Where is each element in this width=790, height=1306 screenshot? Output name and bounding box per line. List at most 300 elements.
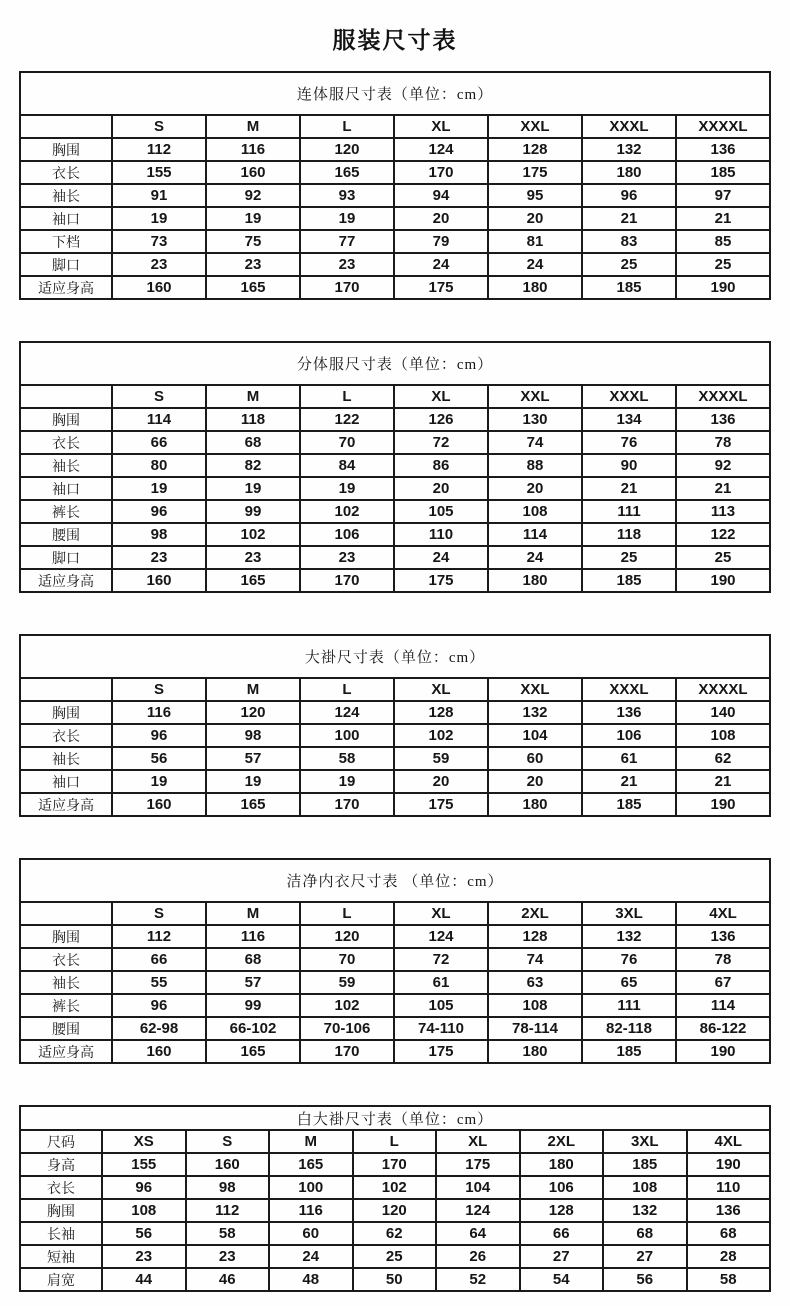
table-cell: 116	[206, 925, 300, 948]
table-title: 大褂尺寸表（单位：cm）	[20, 635, 770, 678]
table-cell: 102	[300, 500, 394, 523]
row-label: 腰围	[20, 523, 112, 546]
table-cell: 79	[394, 230, 488, 253]
table-cell: 136	[687, 1199, 771, 1222]
table-cell: 74-110	[394, 1017, 488, 1040]
table-cell: 112	[112, 138, 206, 161]
table-cell: 19	[300, 207, 394, 230]
row-label: 脚口	[20, 546, 112, 569]
header-row	[20, 115, 770, 138]
table-row	[20, 523, 770, 546]
row-label: 衣长	[20, 724, 112, 747]
table-cell: 108	[676, 724, 770, 747]
column-header: 3XL	[603, 1130, 687, 1153]
table-cell: 113	[676, 500, 770, 523]
table-cell: 190	[687, 1153, 771, 1176]
table-row	[20, 994, 770, 1017]
table-cell: 21	[676, 770, 770, 793]
row-label: 衣长	[20, 1176, 102, 1199]
table-cell: 106	[582, 724, 676, 747]
size-table-gown	[19, 634, 771, 817]
table-cell: 80	[112, 454, 206, 477]
table-cell: 105	[394, 500, 488, 523]
table-cell: 67	[676, 971, 770, 994]
column-header: 3XL	[582, 902, 676, 925]
table-cell: 180	[582, 161, 676, 184]
table-cell: 165	[269, 1153, 353, 1176]
table-cell: 136	[676, 138, 770, 161]
table-cell: 140	[676, 701, 770, 724]
table-cell: 180	[488, 569, 582, 592]
table-row	[20, 161, 770, 184]
row-label: 适应身高	[20, 569, 112, 592]
header-row	[20, 678, 770, 701]
table-cell: 108	[488, 994, 582, 1017]
row-label: 袖口	[20, 770, 112, 793]
row-label: 裤长	[20, 500, 112, 523]
table-row	[20, 1017, 770, 1040]
row-label: 胸围	[20, 925, 112, 948]
table-cell: 56	[112, 747, 206, 770]
table-cell: 19	[206, 770, 300, 793]
table-row	[20, 253, 770, 276]
column-header: XXXXL	[676, 385, 770, 408]
table-cell: 20	[394, 477, 488, 500]
table-row	[20, 770, 770, 793]
table-cell: 98	[186, 1176, 270, 1199]
table-cell: 68	[206, 948, 300, 971]
table-row	[20, 1268, 770, 1291]
table-cell: 66-102	[206, 1017, 300, 1040]
table-cell: 185	[582, 276, 676, 299]
column-header: XL	[436, 1130, 520, 1153]
row-label: 长袖	[20, 1222, 102, 1245]
column-header: XL	[394, 678, 488, 701]
table-cell: 185	[582, 793, 676, 816]
table-cell: 165	[300, 161, 394, 184]
table-cell: 102	[206, 523, 300, 546]
table-cell: 160	[206, 161, 300, 184]
column-header: XL	[394, 902, 488, 925]
row-label: 适应身高	[20, 793, 112, 816]
table-cell: 160	[112, 793, 206, 816]
table-cell: 81	[488, 230, 582, 253]
table-cell: 120	[206, 701, 300, 724]
table-cell: 21	[582, 770, 676, 793]
table-cell: 24	[394, 253, 488, 276]
table-cell: 82	[206, 454, 300, 477]
table-cell: 19	[112, 477, 206, 500]
table-cell: 98	[112, 523, 206, 546]
table-cell: 82-118	[582, 1017, 676, 1040]
table-cell: 62	[353, 1222, 437, 1245]
table-cell: 23	[300, 253, 394, 276]
table-cell: 175	[394, 1040, 488, 1063]
table-row	[20, 500, 770, 523]
table-cell: 98	[206, 724, 300, 747]
column-header: XXXXL	[676, 115, 770, 138]
table-row	[20, 207, 770, 230]
table-row	[20, 477, 770, 500]
row-label: 袖长	[20, 747, 112, 770]
table-cell: 99	[206, 994, 300, 1017]
table-cell: 52	[436, 1268, 520, 1291]
table-cell: 116	[206, 138, 300, 161]
table-cell: 25	[676, 546, 770, 569]
table-cell: 68	[603, 1222, 687, 1245]
table-cell: 124	[436, 1199, 520, 1222]
table-cell: 124	[394, 925, 488, 948]
table-cell: 128	[488, 138, 582, 161]
table-cell: 21	[582, 477, 676, 500]
table-cell: 136	[582, 701, 676, 724]
table-cell: 73	[112, 230, 206, 253]
header-row	[20, 385, 770, 408]
table-cell: 25	[582, 546, 676, 569]
table-row	[20, 1176, 770, 1199]
table-cell: 58	[300, 747, 394, 770]
table-cell: 62	[676, 747, 770, 770]
row-label: 裤长	[20, 994, 112, 1017]
table-cell: 68	[687, 1222, 771, 1245]
table-cell: 105	[394, 994, 488, 1017]
table-cell: 21	[582, 207, 676, 230]
table-cell: 74	[488, 431, 582, 454]
table-cell: 170	[300, 1040, 394, 1063]
table-cell: 110	[394, 523, 488, 546]
table-cell: 84	[300, 454, 394, 477]
table-cell: 118	[582, 523, 676, 546]
row-label: 衣长	[20, 161, 112, 184]
row-label: 衣长	[20, 431, 112, 454]
table-cell: 78	[676, 431, 770, 454]
table-cell: 20	[488, 770, 582, 793]
table-row	[20, 701, 770, 724]
table-cell: 24	[488, 546, 582, 569]
column-header: L	[300, 385, 394, 408]
table-cell: 25	[353, 1245, 437, 1268]
table-cell: 72	[394, 431, 488, 454]
table-cell: 24	[488, 253, 582, 276]
table-cell: 24	[394, 546, 488, 569]
table-cell: 116	[269, 1199, 353, 1222]
table-cell: 96	[582, 184, 676, 207]
table-cell: 108	[603, 1176, 687, 1199]
table-title: 白大褂尺寸表（单位：cm）	[20, 1106, 770, 1130]
table-cell: 61	[582, 747, 676, 770]
table-cell: 23	[112, 546, 206, 569]
row-label: 袖长	[20, 184, 112, 207]
table-cell: 160	[112, 569, 206, 592]
table-cell: 26	[436, 1245, 520, 1268]
table-cell: 23	[300, 546, 394, 569]
table-cell: 175	[394, 793, 488, 816]
table-cell: 190	[676, 276, 770, 299]
table-cell: 95	[488, 184, 582, 207]
table-row	[20, 184, 770, 207]
table-cell: 85	[676, 230, 770, 253]
table-row	[20, 431, 770, 454]
table-cell: 72	[394, 948, 488, 971]
row-label: 适应身高	[20, 1040, 112, 1063]
row-label: 身高	[20, 1153, 102, 1176]
table-row	[20, 1199, 770, 1222]
table-cell: 120	[300, 138, 394, 161]
table-cell: 96	[102, 1176, 186, 1199]
column-header: S	[112, 115, 206, 138]
table-cell: 116	[112, 701, 206, 724]
column-header: XXL	[488, 385, 582, 408]
table-cell: 114	[488, 523, 582, 546]
table-cell: 78	[676, 948, 770, 971]
table-cell: 20	[394, 770, 488, 793]
table-cell: 165	[206, 1040, 300, 1063]
column-header: 4XL	[676, 902, 770, 925]
table-cell: 50	[353, 1268, 437, 1291]
column-header: XXXL	[582, 115, 676, 138]
row-label: 胸围	[20, 1199, 102, 1222]
table-row	[20, 793, 770, 816]
table-cell: 19	[206, 477, 300, 500]
table-cell: 175	[488, 161, 582, 184]
table-cell: 128	[520, 1199, 604, 1222]
table-row	[20, 546, 770, 569]
row-label: 胸围	[20, 408, 112, 431]
row-label: 袖口	[20, 207, 112, 230]
row-label: 腰围	[20, 1017, 112, 1040]
column-header: 2XL	[520, 1130, 604, 1153]
table-cell: 134	[582, 408, 676, 431]
table-cell: 76	[582, 431, 676, 454]
row-label: 胸围	[20, 138, 112, 161]
table-cell: 160	[112, 1040, 206, 1063]
table-cell: 76	[582, 948, 676, 971]
column-header: 4XL	[687, 1130, 771, 1153]
table-cell: 91	[112, 184, 206, 207]
table-cell: 128	[488, 925, 582, 948]
column-header: M	[269, 1130, 353, 1153]
table-cell: 108	[102, 1199, 186, 1222]
table-cell: 94	[394, 184, 488, 207]
table-cell: 86	[394, 454, 488, 477]
table-cell: 23	[102, 1245, 186, 1268]
table-cell: 60	[269, 1222, 353, 1245]
table-cell: 180	[488, 793, 582, 816]
table-cell: 106	[520, 1176, 604, 1199]
table-cell: 165	[206, 276, 300, 299]
table-row	[20, 948, 770, 971]
table-cell: 175	[394, 276, 488, 299]
column-header: XS	[102, 1130, 186, 1153]
table-cell: 70	[300, 948, 394, 971]
table-row	[20, 1245, 770, 1268]
table-row	[20, 408, 770, 431]
size-table-coverall	[19, 71, 771, 300]
table-cell: 132	[582, 925, 676, 948]
page-title: 服装尺寸表	[332, 28, 458, 53]
table-cell: 170	[394, 161, 488, 184]
table-cell: 92	[206, 184, 300, 207]
table-row	[20, 230, 770, 253]
table-cell: 111	[582, 994, 676, 1017]
table-cell: 83	[582, 230, 676, 253]
table-cell: 65	[582, 971, 676, 994]
column-header: L	[300, 902, 394, 925]
table-cell: 175	[436, 1153, 520, 1176]
table-row	[20, 569, 770, 592]
table-row	[20, 454, 770, 477]
table-cell: 165	[206, 569, 300, 592]
size-table-white-lab-coat	[19, 1105, 771, 1292]
table-cell: 46	[186, 1268, 270, 1291]
table-cell: 57	[206, 971, 300, 994]
column-header: L	[300, 678, 394, 701]
table-cell: 55	[112, 971, 206, 994]
header-row	[20, 902, 770, 925]
table-cell: 170	[353, 1153, 437, 1176]
table-cell: 190	[676, 569, 770, 592]
table-cell: 170	[300, 569, 394, 592]
table-cell: 59	[300, 971, 394, 994]
table-cell: 23	[112, 253, 206, 276]
table-cell: 66	[112, 431, 206, 454]
table-cell: 25	[676, 253, 770, 276]
table-cell: 124	[300, 701, 394, 724]
table-cell: 160	[112, 276, 206, 299]
row-label: 袖口	[20, 477, 112, 500]
table-cell: 175	[394, 569, 488, 592]
row-label: 脚口	[20, 253, 112, 276]
table-row	[20, 1153, 770, 1176]
table-cell: 25	[582, 253, 676, 276]
row-label: 适应身高	[20, 276, 112, 299]
table-row	[20, 1040, 770, 1063]
table-cell: 185	[676, 161, 770, 184]
table-cell: 74	[488, 948, 582, 971]
table-cell: 97	[676, 184, 770, 207]
table-title: 洁净内衣尺寸表 （单位：cm）	[20, 859, 770, 902]
table-cell: 185	[582, 1040, 676, 1063]
table-cell: 190	[676, 793, 770, 816]
table-cell: 112	[186, 1199, 270, 1222]
corner-header	[20, 115, 112, 138]
table-cell: 58	[687, 1268, 771, 1291]
table-cell: 88	[488, 454, 582, 477]
corner-header	[20, 678, 112, 701]
table-cell: 124	[394, 138, 488, 161]
table-cell: 63	[488, 971, 582, 994]
table-cell: 92	[676, 454, 770, 477]
table-cell: 99	[206, 500, 300, 523]
column-header: L	[353, 1130, 437, 1153]
table-row	[20, 276, 770, 299]
corner-header	[20, 385, 112, 408]
table-title: 分体服尺寸表（单位：cm）	[20, 342, 770, 385]
table-cell: 104	[488, 724, 582, 747]
column-header: XL	[394, 385, 488, 408]
table-cell: 111	[582, 500, 676, 523]
table-cell: 19	[300, 477, 394, 500]
table-cell: 90	[582, 454, 676, 477]
table-cell: 58	[186, 1222, 270, 1245]
table-cell: 23	[186, 1245, 270, 1268]
table-cell: 70-106	[300, 1017, 394, 1040]
table-cell: 62-98	[112, 1017, 206, 1040]
table-cell: 59	[394, 747, 488, 770]
table-cell: 136	[676, 408, 770, 431]
table-cell: 20	[488, 207, 582, 230]
table-cell: 57	[206, 747, 300, 770]
table-cell: 126	[394, 408, 488, 431]
table-cell: 155	[102, 1153, 186, 1176]
table-cell: 28	[687, 1245, 771, 1268]
size-table-two-piece	[19, 341, 771, 593]
table-cell: 185	[582, 569, 676, 592]
table-cell: 68	[206, 431, 300, 454]
table-cell: 114	[676, 994, 770, 1017]
column-header: XXXXL	[676, 678, 770, 701]
table-cell: 108	[488, 500, 582, 523]
table-cell: 180	[520, 1153, 604, 1176]
table-cell: 102	[353, 1176, 437, 1199]
column-header: M	[206, 678, 300, 701]
table-cell: 132	[582, 138, 676, 161]
table-cell: 56	[603, 1268, 687, 1291]
table-cell: 128	[394, 701, 488, 724]
table-cell: 120	[300, 925, 394, 948]
corner-header: 尺码	[20, 1130, 102, 1153]
table-cell: 23	[206, 253, 300, 276]
table-cell: 170	[300, 793, 394, 816]
table-cell: 64	[436, 1222, 520, 1245]
table-cell: 19	[112, 770, 206, 793]
column-header: XXXL	[582, 678, 676, 701]
table-cell: 102	[300, 994, 394, 1017]
table-cell: 19	[300, 770, 394, 793]
table-cell: 190	[676, 1040, 770, 1063]
column-header: S	[112, 678, 206, 701]
row-label: 袖长	[20, 454, 112, 477]
table-cell: 19	[112, 207, 206, 230]
row-label: 衣长	[20, 948, 112, 971]
table-cell: 75	[206, 230, 300, 253]
table-cell: 96	[112, 994, 206, 1017]
column-header: M	[206, 385, 300, 408]
table-cell: 48	[269, 1268, 353, 1291]
corner-header	[20, 902, 112, 925]
table-cell: 170	[300, 276, 394, 299]
table-cell: 122	[676, 523, 770, 546]
table-cell: 77	[300, 230, 394, 253]
table-cell: 180	[488, 1040, 582, 1063]
column-header: M	[206, 902, 300, 925]
table-cell: 27	[603, 1245, 687, 1268]
column-header: S	[112, 902, 206, 925]
column-header: XXL	[488, 115, 582, 138]
table-cell: 185	[603, 1153, 687, 1176]
table-cell: 78-114	[488, 1017, 582, 1040]
table-cell: 102	[394, 724, 488, 747]
column-header: M	[206, 115, 300, 138]
table-cell: 130	[488, 408, 582, 431]
table-cell: 155	[112, 161, 206, 184]
table-cell: 21	[676, 207, 770, 230]
table-cell: 100	[300, 724, 394, 747]
table-cell: 118	[206, 408, 300, 431]
table-cell: 54	[520, 1268, 604, 1291]
table-cell: 56	[102, 1222, 186, 1245]
row-label: 肩宽	[20, 1268, 102, 1291]
